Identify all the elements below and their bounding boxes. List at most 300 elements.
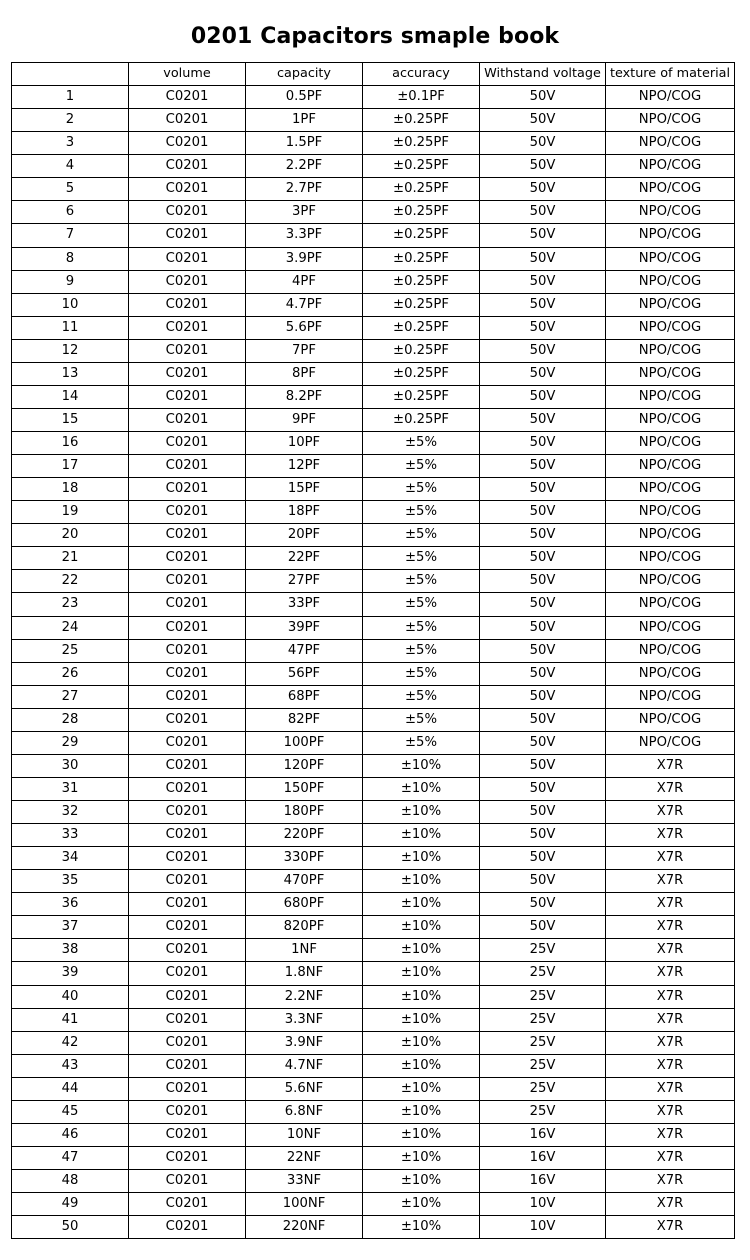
cell-capacity: 330PF [246, 847, 363, 870]
cell-texture-of-material: NPO/COG [606, 639, 735, 662]
cell-accuracy: ±0.25PF [363, 385, 480, 408]
cell-accuracy: ±0.25PF [363, 316, 480, 339]
cell-capacity: 1NF [246, 939, 363, 962]
cell-texture-of-material: NPO/COG [606, 178, 735, 201]
cell-index: 1 [12, 86, 129, 109]
cell-withstand-voltage: 25V [480, 1008, 606, 1031]
cell-texture-of-material: X7R [606, 847, 735, 870]
cell-volume: C0201 [129, 570, 246, 593]
cell-capacity: 22NF [246, 1146, 363, 1169]
cell-accuracy: ±10% [363, 939, 480, 962]
cell-withstand-voltage: 25V [480, 1031, 606, 1054]
cell-index: 46 [12, 1123, 129, 1146]
cell-capacity: 1.8NF [246, 962, 363, 985]
table-row [12, 893, 735, 916]
cell-accuracy: ±10% [363, 777, 480, 800]
table-row [12, 547, 735, 570]
cell-capacity: 3.9NF [246, 1031, 363, 1054]
cell-withstand-voltage: 50V [480, 408, 606, 431]
cell-capacity: 1PF [246, 109, 363, 132]
cell-volume: C0201 [129, 501, 246, 524]
cell-capacity: 100PF [246, 731, 363, 754]
cell-withstand-voltage: 50V [480, 547, 606, 570]
table-row [12, 708, 735, 731]
cell-texture-of-material: NPO/COG [606, 708, 735, 731]
cell-accuracy: ±0.25PF [363, 155, 480, 178]
cell-accuracy: ±10% [363, 985, 480, 1008]
cell-volume: C0201 [129, 547, 246, 570]
cell-texture-of-material: X7R [606, 1170, 735, 1193]
header-capacity: capacity [246, 63, 363, 86]
cell-capacity: 470PF [246, 870, 363, 893]
cell-withstand-voltage: 50V [480, 293, 606, 316]
cell-volume: C0201 [129, 1031, 246, 1054]
cell-capacity: 10NF [246, 1123, 363, 1146]
cell-texture-of-material: NPO/COG [606, 362, 735, 385]
cell-capacity: 680PF [246, 893, 363, 916]
cell-withstand-voltage: 50V [480, 524, 606, 547]
cell-capacity: 22PF [246, 547, 363, 570]
cell-index: 19 [12, 501, 129, 524]
cell-withstand-voltage: 16V [480, 1146, 606, 1169]
cell-capacity: 0.5PF [246, 86, 363, 109]
cell-accuracy: ±10% [363, 916, 480, 939]
cell-capacity: 2.2NF [246, 985, 363, 1008]
cell-withstand-voltage: 50V [480, 777, 606, 800]
cell-volume: C0201 [129, 916, 246, 939]
cell-capacity: 3PF [246, 201, 363, 224]
cell-volume: C0201 [129, 455, 246, 478]
cell-accuracy: ±5% [363, 685, 480, 708]
cell-capacity: 27PF [246, 570, 363, 593]
cell-index: 16 [12, 432, 129, 455]
cell-withstand-voltage: 50V [480, 86, 606, 109]
cell-withstand-voltage: 50V [480, 432, 606, 455]
cell-capacity: 4.7PF [246, 293, 363, 316]
cell-accuracy: ±5% [363, 639, 480, 662]
cell-index: 20 [12, 524, 129, 547]
cell-withstand-voltage: 50V [480, 109, 606, 132]
cell-volume: C0201 [129, 1193, 246, 1216]
cell-accuracy: ±0.25PF [363, 132, 480, 155]
cell-capacity: 150PF [246, 777, 363, 800]
cell-accuracy: ±0.25PF [363, 224, 480, 247]
cell-accuracy: ±5% [363, 616, 480, 639]
cell-texture-of-material: X7R [606, 777, 735, 800]
cell-volume: C0201 [129, 731, 246, 754]
cell-volume: C0201 [129, 109, 246, 132]
cell-index: 50 [12, 1216, 129, 1239]
cell-volume: C0201 [129, 178, 246, 201]
cell-volume: C0201 [129, 1123, 246, 1146]
cell-accuracy: ±0.25PF [363, 293, 480, 316]
cell-capacity: 100NF [246, 1193, 363, 1216]
cell-texture-of-material: X7R [606, 870, 735, 893]
cell-volume: C0201 [129, 1170, 246, 1193]
cell-volume: C0201 [129, 224, 246, 247]
cell-withstand-voltage: 50V [480, 616, 606, 639]
table-row [12, 777, 735, 800]
cell-withstand-voltage: 50V [480, 316, 606, 339]
table-row [12, 1077, 735, 1100]
cell-index: 47 [12, 1146, 129, 1169]
cell-withstand-voltage: 50V [480, 178, 606, 201]
cell-texture-of-material: NPO/COG [606, 455, 735, 478]
cell-texture-of-material: X7R [606, 985, 735, 1008]
cell-texture-of-material: X7R [606, 1077, 735, 1100]
table-row [12, 1100, 735, 1123]
cell-withstand-voltage: 50V [480, 385, 606, 408]
cell-volume: C0201 [129, 662, 246, 685]
cell-volume: C0201 [129, 1216, 246, 1239]
cell-accuracy: ±10% [363, 847, 480, 870]
cell-accuracy: ±10% [363, 1100, 480, 1123]
cell-withstand-voltage: 50V [480, 478, 606, 501]
cell-index: 11 [12, 316, 129, 339]
cell-volume: C0201 [129, 86, 246, 109]
cell-capacity: 120PF [246, 754, 363, 777]
cell-accuracy: ±10% [363, 1123, 480, 1146]
cell-capacity: 220NF [246, 1216, 363, 1239]
cell-volume: C0201 [129, 316, 246, 339]
cell-index: 33 [12, 824, 129, 847]
cell-accuracy: ±10% [363, 1077, 480, 1100]
cell-accuracy: ±10% [363, 754, 480, 777]
cell-index: 14 [12, 385, 129, 408]
cell-texture-of-material: X7R [606, 1193, 735, 1216]
table-row [12, 385, 735, 408]
table-row [12, 270, 735, 293]
cell-accuracy: ±0.25PF [363, 339, 480, 362]
cell-volume: C0201 [129, 132, 246, 155]
cell-withstand-voltage: 25V [480, 1077, 606, 1100]
cell-accuracy: ±5% [363, 524, 480, 547]
cell-accuracy: ±0.1PF [363, 86, 480, 109]
table-row [12, 293, 735, 316]
cell-texture-of-material: X7R [606, 1100, 735, 1123]
cell-withstand-voltage: 50V [480, 731, 606, 754]
table-row [12, 639, 735, 662]
table-row [12, 316, 735, 339]
table-row [12, 801, 735, 824]
cell-texture-of-material: NPO/COG [606, 662, 735, 685]
table-row [12, 155, 735, 178]
cell-texture-of-material: NPO/COG [606, 524, 735, 547]
cell-volume: C0201 [129, 385, 246, 408]
cell-texture-of-material: NPO/COG [606, 316, 735, 339]
table-row [12, 754, 735, 777]
cell-volume: C0201 [129, 893, 246, 916]
cell-withstand-voltage: 50V [480, 455, 606, 478]
cell-texture-of-material: NPO/COG [606, 731, 735, 754]
cell-index: 48 [12, 1170, 129, 1193]
cell-accuracy: ±10% [363, 1216, 480, 1239]
cell-volume: C0201 [129, 1008, 246, 1031]
header-volume: volume [129, 63, 246, 86]
cell-index: 26 [12, 662, 129, 685]
cell-withstand-voltage: 50V [480, 708, 606, 731]
table-row [12, 247, 735, 270]
cell-withstand-voltage: 10V [480, 1193, 606, 1216]
cell-withstand-voltage: 50V [480, 224, 606, 247]
cell-texture-of-material: NPO/COG [606, 685, 735, 708]
cell-index: 37 [12, 916, 129, 939]
cell-capacity: 3.3NF [246, 1008, 363, 1031]
table-row [12, 1031, 735, 1054]
cell-volume: C0201 [129, 962, 246, 985]
cell-texture-of-material: NPO/COG [606, 339, 735, 362]
cell-capacity: 10PF [246, 432, 363, 455]
cell-withstand-voltage: 25V [480, 1054, 606, 1077]
cell-accuracy: ±0.25PF [363, 201, 480, 224]
cell-volume: C0201 [129, 985, 246, 1008]
cell-withstand-voltage: 50V [480, 916, 606, 939]
cell-texture-of-material: X7R [606, 962, 735, 985]
cell-accuracy: ±5% [363, 570, 480, 593]
cell-capacity: 18PF [246, 501, 363, 524]
table-row [12, 570, 735, 593]
cell-capacity: 7PF [246, 339, 363, 362]
table-row [12, 132, 735, 155]
cell-volume: C0201 [129, 201, 246, 224]
cell-index: 13 [12, 362, 129, 385]
cell-index: 40 [12, 985, 129, 1008]
cell-withstand-voltage: 50V [480, 501, 606, 524]
cell-texture-of-material: NPO/COG [606, 247, 735, 270]
cell-index: 7 [12, 224, 129, 247]
cell-index: 18 [12, 478, 129, 501]
cell-index: 3 [12, 132, 129, 155]
cell-accuracy: ±10% [363, 1146, 480, 1169]
cell-accuracy: ±10% [363, 824, 480, 847]
header-withstand-voltage: Withstand voltage [480, 63, 606, 86]
cell-volume: C0201 [129, 293, 246, 316]
cell-withstand-voltage: 10V [480, 1216, 606, 1239]
cell-index: 8 [12, 247, 129, 270]
cell-texture-of-material: X7R [606, 824, 735, 847]
cell-index: 43 [12, 1054, 129, 1077]
cell-index: 2 [12, 109, 129, 132]
cell-accuracy: ±5% [363, 731, 480, 754]
cell-index: 28 [12, 708, 129, 731]
cell-volume: C0201 [129, 593, 246, 616]
cell-volume: C0201 [129, 824, 246, 847]
cell-capacity: 2.7PF [246, 178, 363, 201]
cell-index: 34 [12, 847, 129, 870]
table-row [12, 1146, 735, 1169]
cell-volume: C0201 [129, 408, 246, 431]
cell-withstand-voltage: 16V [480, 1123, 606, 1146]
table-row [12, 362, 735, 385]
cell-capacity: 5.6NF [246, 1077, 363, 1100]
table-row [12, 178, 735, 201]
cell-texture-of-material: X7R [606, 1031, 735, 1054]
table-row [12, 939, 735, 962]
cell-accuracy: ±0.25PF [363, 408, 480, 431]
cell-capacity: 15PF [246, 478, 363, 501]
cell-withstand-voltage: 50V [480, 570, 606, 593]
header-row [12, 63, 735, 86]
cell-volume: C0201 [129, 478, 246, 501]
cell-texture-of-material: NPO/COG [606, 547, 735, 570]
cell-capacity: 4PF [246, 270, 363, 293]
table-row [12, 1123, 735, 1146]
cell-index: 23 [12, 593, 129, 616]
cell-withstand-voltage: 25V [480, 1100, 606, 1123]
table-row [12, 662, 735, 685]
table-row [12, 478, 735, 501]
cell-volume: C0201 [129, 1100, 246, 1123]
cell-volume: C0201 [129, 339, 246, 362]
cell-capacity: 47PF [246, 639, 363, 662]
cell-withstand-voltage: 50V [480, 870, 606, 893]
cell-accuracy: ±0.25PF [363, 247, 480, 270]
cell-index: 38 [12, 939, 129, 962]
cell-withstand-voltage: 50V [480, 639, 606, 662]
cell-volume: C0201 [129, 847, 246, 870]
cell-index: 15 [12, 408, 129, 431]
table-row [12, 501, 735, 524]
cell-volume: C0201 [129, 616, 246, 639]
table-row [12, 524, 735, 547]
table-row [12, 1054, 735, 1077]
cell-withstand-voltage: 50V [480, 593, 606, 616]
cell-volume: C0201 [129, 708, 246, 731]
cell-index: 24 [12, 616, 129, 639]
cell-texture-of-material: NPO/COG [606, 132, 735, 155]
cell-texture-of-material: NPO/COG [606, 478, 735, 501]
cell-capacity: 3.9PF [246, 247, 363, 270]
cell-capacity: 5.6PF [246, 316, 363, 339]
cell-accuracy: ±5% [363, 432, 480, 455]
table-row [12, 109, 735, 132]
cell-capacity: 8PF [246, 362, 363, 385]
cell-capacity: 39PF [246, 616, 363, 639]
cell-index: 49 [12, 1193, 129, 1216]
cell-texture-of-material: NPO/COG [606, 155, 735, 178]
cell-index: 44 [12, 1077, 129, 1100]
cell-texture-of-material: NPO/COG [606, 293, 735, 316]
cell-capacity: 3.3PF [246, 224, 363, 247]
cell-texture-of-material: NPO/COG [606, 224, 735, 247]
cell-withstand-voltage: 50V [480, 270, 606, 293]
cell-texture-of-material: X7R [606, 939, 735, 962]
table-row [12, 432, 735, 455]
table-header [12, 63, 735, 86]
cell-volume: C0201 [129, 432, 246, 455]
cell-withstand-voltage: 50V [480, 155, 606, 178]
cell-withstand-voltage: 25V [480, 985, 606, 1008]
cell-accuracy: ±10% [363, 1031, 480, 1054]
cell-texture-of-material: X7R [606, 916, 735, 939]
cell-accuracy: ±10% [363, 893, 480, 916]
cell-volume: C0201 [129, 639, 246, 662]
cell-capacity: 20PF [246, 524, 363, 547]
capacitor-table [11, 62, 735, 1239]
cell-volume: C0201 [129, 801, 246, 824]
cell-capacity: 9PF [246, 408, 363, 431]
cell-accuracy: ±10% [363, 1193, 480, 1216]
cell-volume: C0201 [129, 524, 246, 547]
cell-capacity: 220PF [246, 824, 363, 847]
cell-index: 25 [12, 639, 129, 662]
cell-texture-of-material: X7R [606, 1146, 735, 1169]
cell-withstand-voltage: 50V [480, 754, 606, 777]
table-row [12, 870, 735, 893]
cell-withstand-voltage: 50V [480, 201, 606, 224]
page-title: 0201 Capacitors smaple book [190, 24, 560, 49]
cell-accuracy: ±0.25PF [363, 109, 480, 132]
cell-volume: C0201 [129, 1054, 246, 1077]
cell-texture-of-material: NPO/COG [606, 501, 735, 524]
cell-texture-of-material: NPO/COG [606, 593, 735, 616]
cell-index: 42 [12, 1031, 129, 1054]
cell-index: 35 [12, 870, 129, 893]
cell-capacity: 82PF [246, 708, 363, 731]
table-row [12, 593, 735, 616]
table-row [12, 847, 735, 870]
header-texture-of-material: texture of material [606, 63, 735, 86]
cell-index: 45 [12, 1100, 129, 1123]
cell-volume: C0201 [129, 685, 246, 708]
table-row [12, 455, 735, 478]
cell-index: 10 [12, 293, 129, 316]
cell-withstand-voltage: 50V [480, 847, 606, 870]
cell-index: 9 [12, 270, 129, 293]
cell-accuracy: ±10% [363, 1170, 480, 1193]
cell-withstand-voltage: 50V [480, 893, 606, 916]
cell-index: 30 [12, 754, 129, 777]
table-row [12, 224, 735, 247]
cell-capacity: 820PF [246, 916, 363, 939]
table-row [12, 86, 735, 109]
cell-index: 4 [12, 155, 129, 178]
table-row [12, 1008, 735, 1031]
cell-withstand-voltage: 50V [480, 362, 606, 385]
cell-texture-of-material: NPO/COG [606, 270, 735, 293]
cell-capacity: 33NF [246, 1170, 363, 1193]
cell-index: 41 [12, 1008, 129, 1031]
cell-index: 36 [12, 893, 129, 916]
cell-volume: C0201 [129, 362, 246, 385]
cell-capacity: 56PF [246, 662, 363, 685]
cell-index: 17 [12, 455, 129, 478]
cell-index: 12 [12, 339, 129, 362]
table-row [12, 616, 735, 639]
cell-texture-of-material: X7R [606, 1008, 735, 1031]
cell-accuracy: ±5% [363, 455, 480, 478]
cell-capacity: 68PF [246, 685, 363, 708]
cell-volume: C0201 [129, 870, 246, 893]
cell-texture-of-material: NPO/COG [606, 86, 735, 109]
table-row [12, 1216, 735, 1239]
cell-withstand-voltage: 16V [480, 1170, 606, 1193]
cell-texture-of-material: X7R [606, 893, 735, 916]
cell-texture-of-material: X7R [606, 1216, 735, 1239]
cell-texture-of-material: NPO/COG [606, 570, 735, 593]
cell-capacity: 1.5PF [246, 132, 363, 155]
table-row [12, 985, 735, 1008]
table-row [12, 201, 735, 224]
cell-volume: C0201 [129, 247, 246, 270]
cell-accuracy: ±0.25PF [363, 270, 480, 293]
table-row [12, 685, 735, 708]
cell-index: 32 [12, 801, 129, 824]
cell-index: 22 [12, 570, 129, 593]
cell-volume: C0201 [129, 777, 246, 800]
cell-withstand-voltage: 50V [480, 662, 606, 685]
table-body [12, 86, 735, 1239]
